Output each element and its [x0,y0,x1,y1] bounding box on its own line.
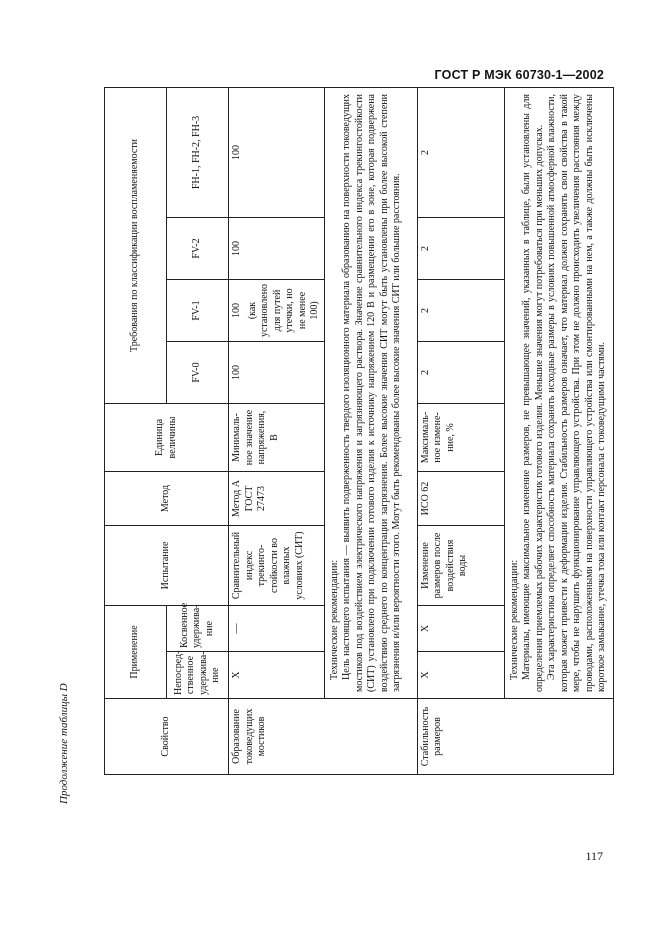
col-fh: FH-1, FH-2, FH-3 [167,88,229,218]
fv2-cell [229,218,325,280]
recommendation-text: Цель настоящего испытания — выявить подверженность твердого изоляционного материала образованию на поверхности токоведущих мостиков под воздействием электрического напряжения и загрязняющего раствора. Значение сравнительного индекса трекингостойкости (СИТ) установлено при подключении готового изделия к источнику напряжением 120 В и размещении его в зоне, которая подвержена воздействию среднего по концентрации загрязнения. Более высокие значения СИТ могут быть установлены при более высокой степени загрязнения и/или вероятности этого. Могут быть рекомендованы более высокие значения СИТ или большие расстояния. [341,94,402,692]
fv0-cell [229,342,325,404]
fh-cell: 100 [229,88,325,218]
unit-cell: Максималь-ное измене-ние, % [417,404,504,472]
property-cell: Образование токоведущих мостиков [229,699,418,775]
direct-cell: X [229,652,325,699]
indirect-cell: X [417,606,504,652]
fh-cell: 2 [417,88,504,218]
direct-cell: X [417,652,504,699]
recommendation-title: Технические рекомендации: [328,559,340,680]
table-row [417,88,504,775]
col-app-direct: Непосред-ственное удержива-ние [167,652,229,699]
fv0-cell: 2 [417,342,504,404]
page-number: 117 [585,849,603,863]
fv2-cell: 2 [417,218,504,280]
recommendation-paragraph: Эта характеристика определяет способность материала сохранять исходные размеры в условиях повышенной атмосферной влажности, которая может привести к деформации изделия. Стабильность размеров означает, что материал должен сохранять свои свойства в такой мере, чтобы не нарушить функционирование управляющего устройства. При этом не должно происходить увеличения расстояния между проводами, расположенными на поверхности управляющего устройства или смонтированными на нем, а также должны быть исключены короткое замыкание, утечка тока или контакт персонала с токоведущими частями. [546,94,607,692]
recommendation-body [521,94,609,692]
recommendation-title: Технические рекомендации: [508,559,520,680]
recommendation-paragraph: Материалы, имеющие максимальное изменение размеров, не превышающее значений, указанных в таблице, были установлены для определения приемлемых рабочих характеристик готового изделия. Меньшие значения могут потребоваться при меньших допусках. [521,94,545,692]
col-test: Испытание [105,526,229,606]
col-fv2: FV-2 [167,218,229,280]
continuation-label: Продолжение таблицы D [58,683,70,804]
properties-table [104,87,614,775]
fv1-cell [229,280,325,342]
col-fv0: FV-0 [167,342,229,404]
col-unit: Единица величины [105,404,229,472]
standard-code: ГОСТ Р МЭК 60730-1—2002 [434,68,604,82]
test-cell: Изменение размеров после воздействия воды [417,526,504,606]
header-row-1 [105,88,167,775]
test-cell: Сравнительный индекс трекинго-стойкости во влажных условиях (СИТ) [229,526,325,606]
fv2-value: 100 [231,241,242,256]
col-property: Свойство [105,699,229,775]
recommendation-cell [504,88,613,699]
recommendation-row [324,88,417,775]
col-fv1: FV-1 [167,280,229,342]
col-requirements: Требования по классификации воспламеняемости [105,88,167,404]
recommendation-row [504,88,613,775]
method-cell: ИСО 62 [417,472,504,526]
rotated-table-block [104,88,607,775]
fv1-cell: 2 [417,280,504,342]
property-cell: Стабильность размеров [417,699,613,775]
fv1-value: 100 [231,303,242,318]
col-method: Метод [105,472,229,526]
merged-note: (как установлено для путей утечки, но не менее 100) [246,283,320,338]
indirect-cell: — [229,606,325,652]
unit-cell: Минималь-ное значение напряжения, В [229,404,325,472]
col-app-indirect: Косвенное удержива-ние [167,606,229,652]
recommendation-cell [324,88,417,699]
table-row [229,88,325,775]
fv0-value: 100 [231,365,242,380]
method-cell: Метод А ГОСТ 27473 [229,472,325,526]
col-application: Применение [105,606,167,699]
